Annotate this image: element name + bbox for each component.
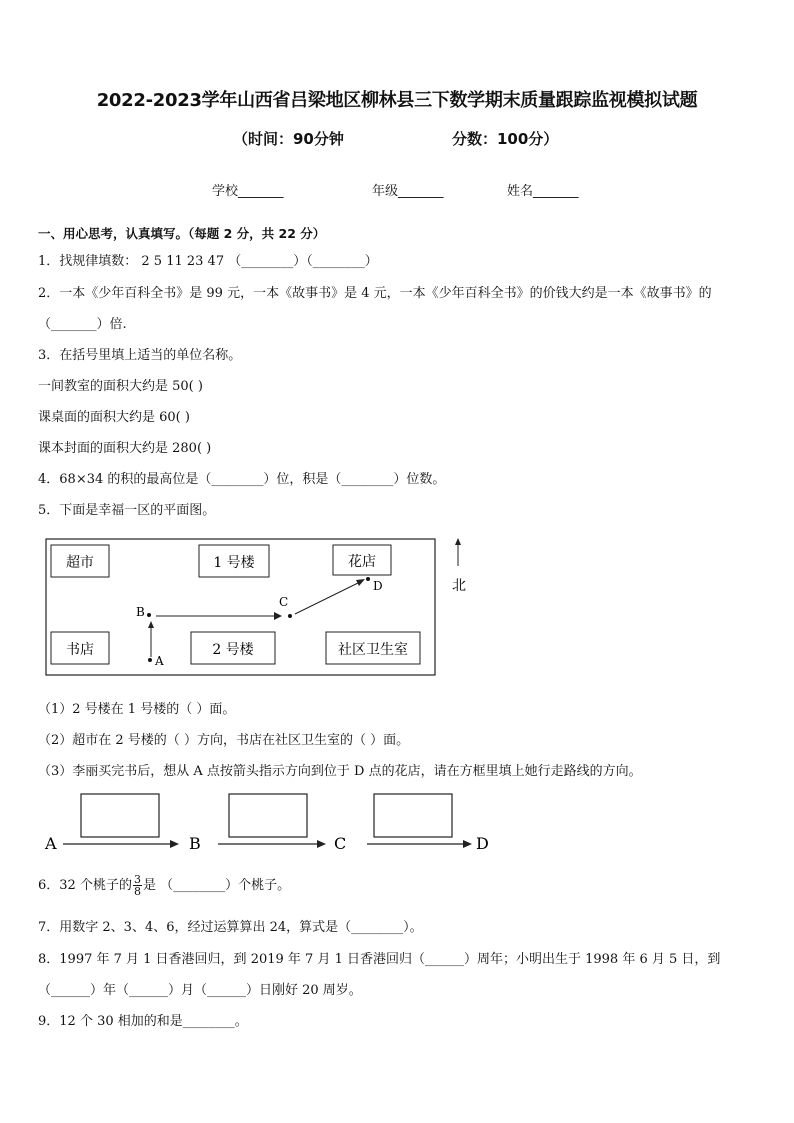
svg-text:2 号楼: 2 号楼 (212, 642, 254, 658)
svg-text:超市: 超市 (66, 555, 94, 571)
route-a-label: A (45, 834, 57, 853)
question-1: 1．找规律填数： 2 5 11 23 47 （________）（________） (38, 254, 378, 269)
answer-box-1 (81, 794, 159, 837)
question-3-b: 课桌面的面积大约是 60( ) (38, 410, 190, 425)
point-d-dot (366, 577, 370, 581)
name-field: 姓名_______ (507, 184, 579, 199)
north-label: 北 (452, 578, 466, 594)
question-7: 7．用数字 2、3、4、6，经过运算算出 24，算式是（________）。 (38, 920, 423, 935)
question-5-2: （2）超市在 2 号楼的（ ）方向，书店在社区卫生室的（ ）面。 (38, 733, 410, 748)
svg-text:社区卫生室: 社区卫生室 (338, 642, 408, 658)
page-title: 2022-2023学年山西省吕梁地区柳林县三下数学期末质量跟踪监视模拟试题 (96, 90, 698, 111)
question-5: 5．下面是幸福一区的平面图。 (38, 503, 216, 518)
answer-box-3 (374, 794, 452, 837)
score-label: 分数：100分） (452, 130, 559, 148)
question-2-line2: （_______）倍. (38, 317, 127, 332)
question-3: 3．在括号里填上适当的单位名称。 (38, 348, 242, 363)
point-b-dot (147, 613, 151, 617)
question-2-line1: 2．一本《少年百科全书》是 99 元，一本《故事书》是 4 元，一本《少年百科全书》的价钱大约是一本《故事书》的 (38, 286, 712, 301)
point-b-label: B (136, 605, 145, 619)
building1-box (199, 545, 269, 577)
question-8-line2: （______）年（______）月（______）日刚好 20 周岁。 (38, 983, 362, 998)
time-label: （时间：90分钟 (233, 130, 344, 148)
school-field: 学校_______ (212, 184, 284, 199)
point-d-label: D (373, 579, 383, 593)
route-c-label: C (334, 834, 347, 853)
grade-field: 年级_______ (372, 184, 444, 199)
question-3-c: 课本封面的面积大约是 280( ) (38, 441, 212, 456)
clinic-box (326, 632, 420, 664)
building2-box (191, 632, 275, 664)
svg-text:花店: 花店 (348, 554, 376, 570)
route-d-label: D (476, 834, 489, 853)
route-diagram (40, 790, 500, 860)
answer-box-2 (229, 794, 307, 837)
flower-shop-box (333, 545, 391, 575)
svg-text:书店: 书店 (66, 642, 94, 658)
fraction-3-8: $\frac{3}{8}$ (133, 873, 141, 898)
bookstore-box (51, 632, 109, 664)
arrow-c-to-d (295, 583, 358, 614)
point-c-label: C (279, 595, 289, 609)
route-b-label: B (189, 834, 201, 853)
question-9: 9．12 个 30 相加的和是________。 (38, 1014, 248, 1029)
point-a-dot (148, 658, 152, 662)
question-3-a: 一间教室的面积大约是 50( ) (38, 379, 203, 394)
question-6: 6．32 个桃子的 $\frac{3}{8}$ 是 （________）个桃子。 (38, 873, 291, 898)
question-5-3: （3）李丽买完书后，想从 A 点按箭头指示方向到位于 D 点的花店，请在方框里填上她行走路线的方向。 (38, 764, 642, 779)
question-4: 4．68×34 的积的最高位是（________）位，积是（________）位数。 (38, 472, 446, 487)
supermarket-box (51, 545, 109, 577)
section-heading: 一、用心思考，认真填写。（每题 2 分，共 22 分） (38, 226, 326, 241)
question-8-line1: 8．1997 年 7 月 1 日香港回归，到 2019 年 7 月 1 日香港回归（______）周年；小明出生于 1998 年 6 月 5 日，到 (38, 952, 721, 967)
point-a-label: A (155, 654, 164, 668)
svg-text:1 号楼: 1 号楼 (213, 555, 255, 571)
point-c-dot (288, 614, 292, 618)
neighborhood-map (40, 530, 480, 680)
question-5-1: （1）2 号楼在 1 号楼的（ ）面。 (38, 702, 236, 717)
